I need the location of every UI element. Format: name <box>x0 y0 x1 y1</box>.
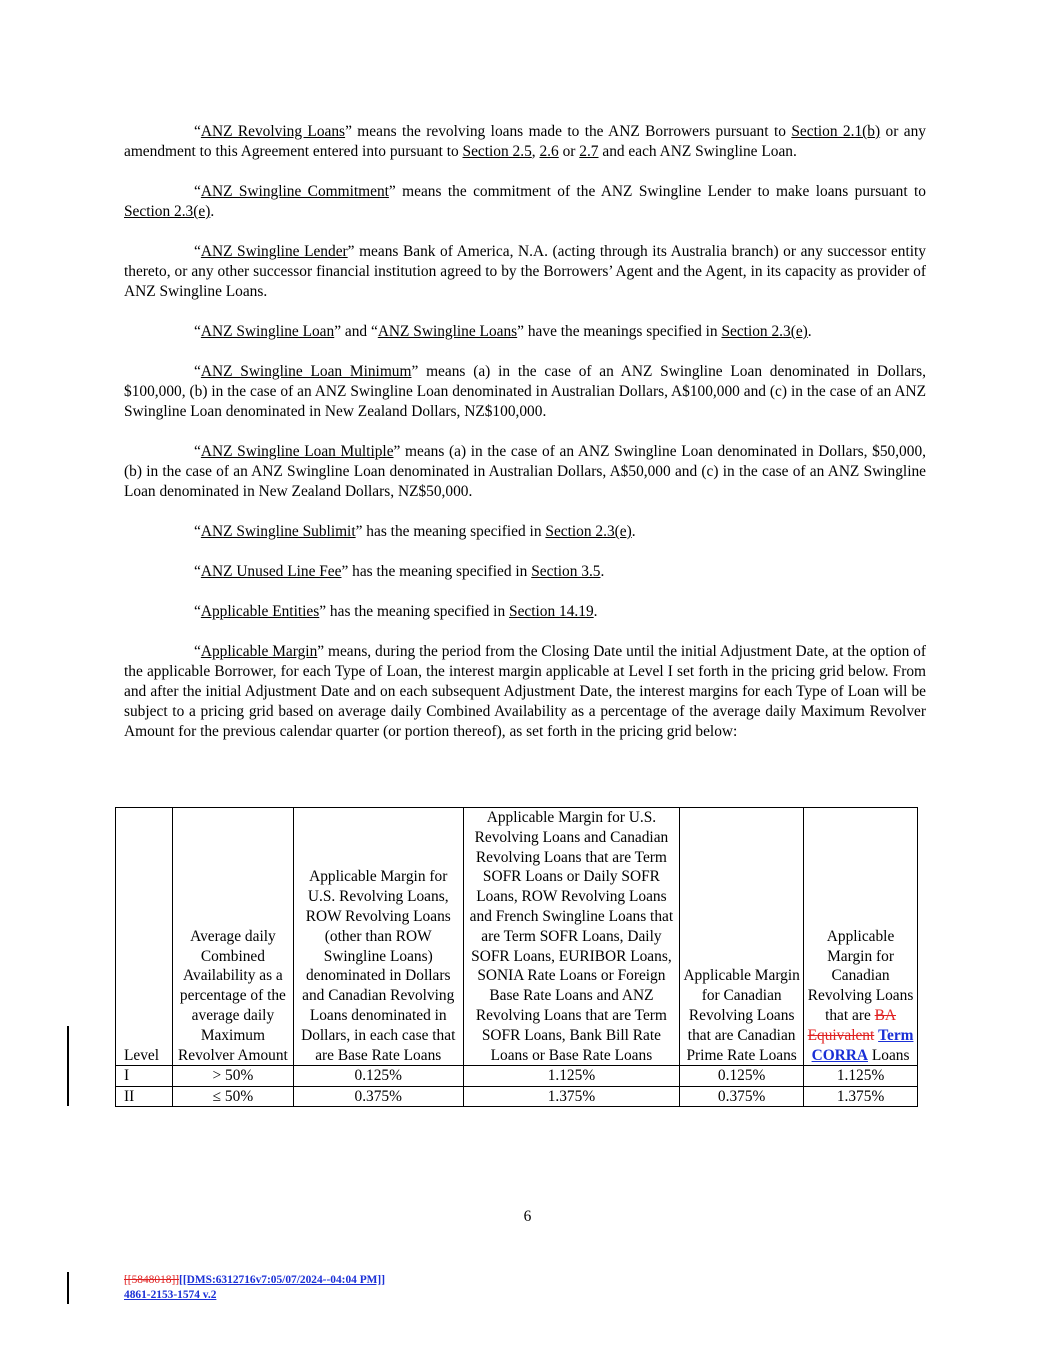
definition-text: ” means, during the period from the Closing Date until the initial Adjustment Date, at the option of the applicable Borrower, for each Type of Loan, the interest margin applicable at Level I set forth in the pricing grid below. From and after the initial Adjustment Date and on each subsequent Adjustment Date, the interest margins for each Type of Loan will be subject to a pricing grid based on average daily Combined Availability as a percentage of the average daily Maximum Revolver Amount for the previous calendar quarter (or portion thereof), as set forth in the pricing grid below: <box>124 643 926 740</box>
table-row <box>116 1086 918 1107</box>
definition-anz-revolving-loans <box>124 122 926 162</box>
section-reference: 2.7 <box>579 143 599 160</box>
definition-text: . <box>210 203 215 220</box>
cell-canadian-corra: 1.375% <box>804 1086 918 1107</box>
definition-text: ” means the commitment of the ANZ Swingline Lender to make loans pursuant to <box>388 183 926 200</box>
definition-text: ” and “ <box>334 323 378 340</box>
definition-text: ” means Bank of America, N.A. (acting through its Australia branch) or any successor entity thereto, or any other successor financial institution agreed to by the Borrowers’ Agent and the Agent, in its capacity as provider of ANZ Swingline Loans. <box>124 243 927 300</box>
quote: “ <box>194 443 201 460</box>
footer-doc-id-line <box>124 1273 385 1288</box>
section-reference: 2.6 <box>539 143 559 160</box>
cell-availability: > 50% <box>172 1066 293 1087</box>
footer-deleted-id: [[5848018]] <box>124 1274 180 1286</box>
definition-anz-swingline-lender <box>124 242 926 302</box>
defined-term: ANZ Swingline Loan Multiple <box>200 443 394 460</box>
footer-inserted-id: [[DMS:6312716v7:05/07/2024--04:04 PM]] <box>179 1274 385 1286</box>
section-reference: Section 3.5 <box>531 563 601 580</box>
definition-applicable-entities <box>124 602 926 622</box>
definition-text: and each ANZ Swingline Loan. <box>598 143 797 160</box>
header-us-sofr: Applicable Margin for U.S. Revolving Loans and Canadian Revolving Loans that are Term SOFR Loans or Daily SOFR Loans, ROW Revolving Loans and French Swingline Loans that are Term SOFR Loans, Daily SOFR Loans, EURIBOR Loans, SONIA Rate Loans or Foreign Base Rate Loans and ANZ Revolving Loans that are Term SOFR Loans, Bank Bill Rate Loans or Base Rate Loans <box>463 808 680 1066</box>
cell-us-sofr: 1.125% <box>463 1066 680 1087</box>
definition-text: , <box>531 143 540 160</box>
cell-availability: ≤ 50% <box>172 1086 293 1107</box>
defined-term: ANZ Swingline Loan <box>200 323 335 340</box>
defined-term: ANZ Swingline Loans <box>377 323 518 340</box>
definition-text: ” has the meaning specified in <box>341 563 532 580</box>
definition-text: or <box>558 143 580 160</box>
quote: “ <box>194 363 201 380</box>
definition-anz-swingline-loan <box>124 322 926 342</box>
definition-anz-swingline-loan-multiple <box>124 442 926 502</box>
cell-us-base-rate: 0.125% <box>293 1066 463 1087</box>
definition-text: . <box>593 603 598 620</box>
defined-term: Applicable Entities <box>200 603 320 620</box>
definition-text: ” means the revolving loans made to the ANZ Borrowers pursuant to <box>345 123 792 140</box>
definition-text: ” has the meaning specified in <box>355 523 546 540</box>
quote: “ <box>194 243 201 260</box>
section-reference: Section 2.1(b) <box>791 123 881 140</box>
cell-canadian-corra: 1.125% <box>804 1066 918 1087</box>
definition-applicable-margin <box>124 642 926 742</box>
change-bar <box>67 1272 69 1304</box>
pricing-grid-table <box>115 807 918 1107</box>
cell-canadian-prime: 0.375% <box>680 1086 804 1107</box>
header-canadian-corra-suffix: Loans <box>871 1046 910 1064</box>
cell-us-base-rate: 0.375% <box>293 1086 463 1107</box>
defined-term: ANZ Swingline Commitment <box>200 183 389 200</box>
header-level: Level <box>116 808 173 1066</box>
defined-term: ANZ Revolving Loans <box>200 123 346 140</box>
definition-text: ” means (a) in the case of an ANZ Swingline Loan denominated in Dollars, $100,000, (b) in the case of an ANZ Swingline Loan denominated in Australian Dollars, A$100,000 and (c) in the case of an ANZ Swingline Loan denominated in New Zealand Dollars, NZ$100,000. <box>124 363 927 420</box>
header-canadian-corra <box>804 808 918 1066</box>
section-reference: Section 14.19 <box>509 603 594 620</box>
quote: “ <box>194 603 201 620</box>
deleted-text: BA Equivalent <box>807 1006 897 1044</box>
definition-anz-swingline-commitment <box>124 182 926 222</box>
document-footer <box>124 1273 385 1303</box>
section-reference: Section 2.3(e) <box>124 203 211 220</box>
footer-doc-number: 4861-2153-1574 v.2 <box>124 1289 217 1301</box>
definition-text: ” has the meaning specified in <box>319 603 510 620</box>
definition-text: . <box>600 563 605 580</box>
cell-level: I <box>116 1066 173 1087</box>
cell-us-sofr: 1.375% <box>463 1086 680 1107</box>
definition-text: or any amendment to this Agreement entered into pursuant to <box>124 123 927 160</box>
definition-anz-swingline-loan-minimum <box>124 362 926 422</box>
inserted-text: Term CORRA <box>811 1026 914 1064</box>
quote: “ <box>194 123 201 140</box>
definition-anz-swingline-sublimit <box>124 522 926 542</box>
header-us-base-rate: Applicable Margin for U.S. Revolving Loans, ROW Revolving Loans (other than ROW Swingline Loans) denominated in Dollars and Canadian Revolving Loans denominated in Dollars, in each case that are Base Rate Loans <box>293 808 463 1066</box>
definition-text: . <box>807 323 812 340</box>
cell-level: II <box>116 1086 173 1107</box>
defined-term: ANZ Swingline Loan Minimum <box>200 363 412 380</box>
defined-term: ANZ Swingline Sublimit <box>200 523 356 540</box>
quote: “ <box>194 523 201 540</box>
quote: “ <box>194 183 201 200</box>
header-availability: Average daily Combined Availability as a percentage of the average daily Maximum Revolver Amount <box>172 808 293 1066</box>
section-reference: Section 2.3(e) <box>545 523 632 540</box>
definitions-section <box>124 122 926 762</box>
cell-canadian-prime: 0.125% <box>680 1066 804 1087</box>
quote: “ <box>194 643 201 660</box>
header-canadian-prime: Applicable Margin for Canadian Revolving Loans that are Canadian Prime Rate Loans <box>680 808 804 1066</box>
table-row <box>116 1066 918 1087</box>
definition-anz-unused-line-fee <box>124 562 926 582</box>
page-number: 6 <box>523 1208 532 1225</box>
defined-term: ANZ Swingline Lender <box>200 243 348 260</box>
defined-term: ANZ Unused Line Fee <box>200 563 342 580</box>
definition-text: ” have the meanings specified in <box>517 323 722 340</box>
definition-text: ” means (a) in the case of an ANZ Swingline Loan denominated in Dollars, $50,000, (b) in the case of an ANZ Swingline Loan denominated in Australian Dollars, A$50,000 and (c) in the case of an ANZ Swingline Loan denominated in New Zealand Dollars, NZ$50,000. <box>124 443 926 500</box>
section-reference: Section 2.5 <box>462 143 532 160</box>
defined-term: Applicable Margin <box>200 643 318 660</box>
quote: “ <box>194 563 201 580</box>
definition-text: . <box>631 523 636 540</box>
change-bar <box>67 1026 69 1106</box>
header-canadian-corra-prefix: Applicable Margin for Canadian Revolving Loans that are <box>807 927 914 1024</box>
quote: “ <box>194 323 201 340</box>
section-reference: Section 2.3(e) <box>721 323 808 340</box>
table-header-row <box>116 808 918 1066</box>
